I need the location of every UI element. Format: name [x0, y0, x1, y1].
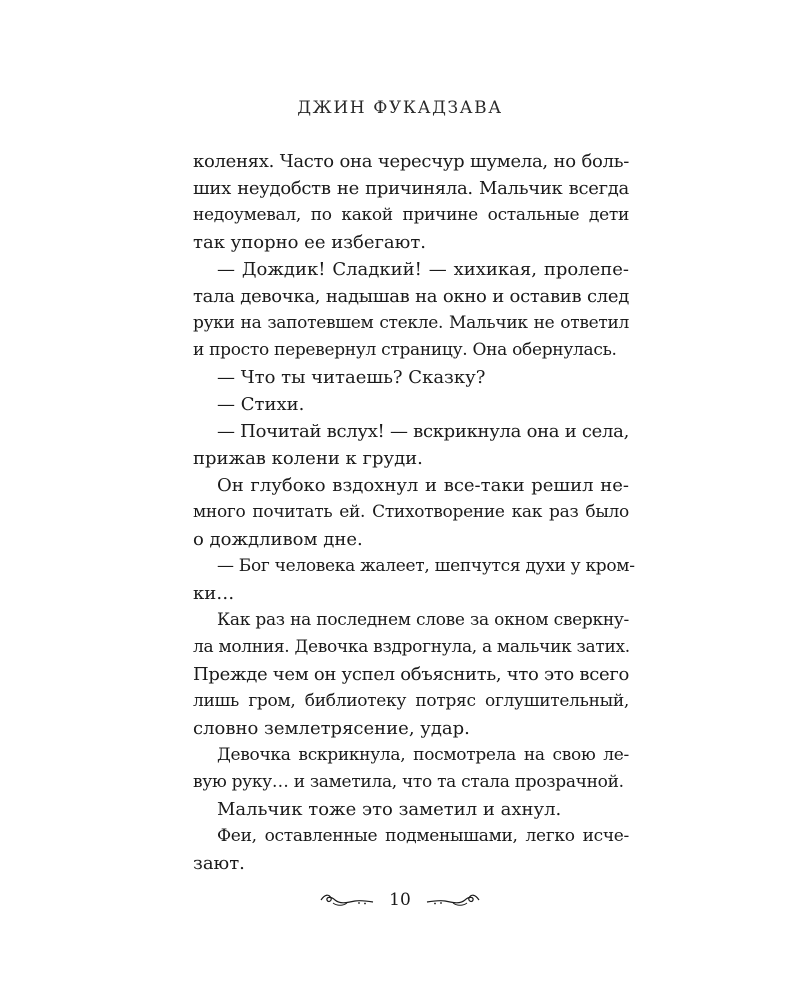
text-line: — Стихи. — [217, 394, 305, 415]
text-line: Феи, оставленные подменышами, легко исче- — [217, 826, 629, 846]
text-line: ки… — [193, 583, 235, 604]
text-line: — Бог человека жалеет, шепчутся духи у кром- — [217, 556, 635, 576]
text-line: так упорно ее избегают. — [193, 232, 427, 253]
body-text — [193, 148, 635, 877]
text-line: о дождливом дне. — [193, 529, 363, 550]
flourish-right-icon — [425, 891, 481, 909]
text-line: недоумевал, по какой причине остальные дети — [193, 205, 629, 225]
text-line: лишь гром, библиотеку потряс оглушительный, — [193, 691, 629, 711]
page-number: 10 — [389, 890, 411, 910]
text-line: ших неудобств не причиняла. Мальчик всегда — [193, 178, 629, 199]
text-line: зают. — [193, 853, 245, 874]
text-line: — Почитай вслух! — вскрикнула она и села, — [217, 421, 629, 442]
text-line: Девочка вскрикнула, посмотрела на свою ле- — [217, 745, 629, 765]
text-line: вую руку… и заметила, что та стала прозрачной. — [193, 772, 624, 792]
text-line: коленях. Часто она чересчур шумела, но боль- — [193, 151, 629, 172]
text-line: руки на запотевшем стекле. Мальчик не ответил — [193, 313, 629, 333]
running-head: ДЖИН ФУКАДЗАВА — [297, 98, 503, 118]
folio — [0, 890, 800, 910]
text-line: тала девочка, надышав на окно и оставив след — [193, 286, 629, 307]
text-line: словно землетрясение, удар. — [193, 718, 470, 739]
text-line: Как раз на последнем слове за окном сверкну- — [217, 610, 629, 630]
text-line: прижав колени к груди. — [193, 448, 423, 469]
text-line: Прежде чем он успел объяснить, что это всего — [193, 664, 629, 685]
text-line: и просто перевернул страницу. Она обернулась. — [193, 340, 617, 360]
text-line: много почитать ей. Стихотворение как раз было — [193, 502, 629, 522]
text-line: ла молния. Девочка вздрогнула, а мальчик затих. — [193, 637, 630, 657]
text-line: Мальчик тоже это заметил и ахнул. — [217, 799, 562, 820]
text-line: Он глубоко вздохнул и все-таки решил не- — [217, 475, 629, 496]
text-line: — Дождик! Сладкий! — хихикая, пролепе- — [217, 259, 629, 280]
flourish-left-icon — [319, 891, 375, 909]
text-line: — Что ты читаешь? Сказку? — [217, 367, 486, 388]
